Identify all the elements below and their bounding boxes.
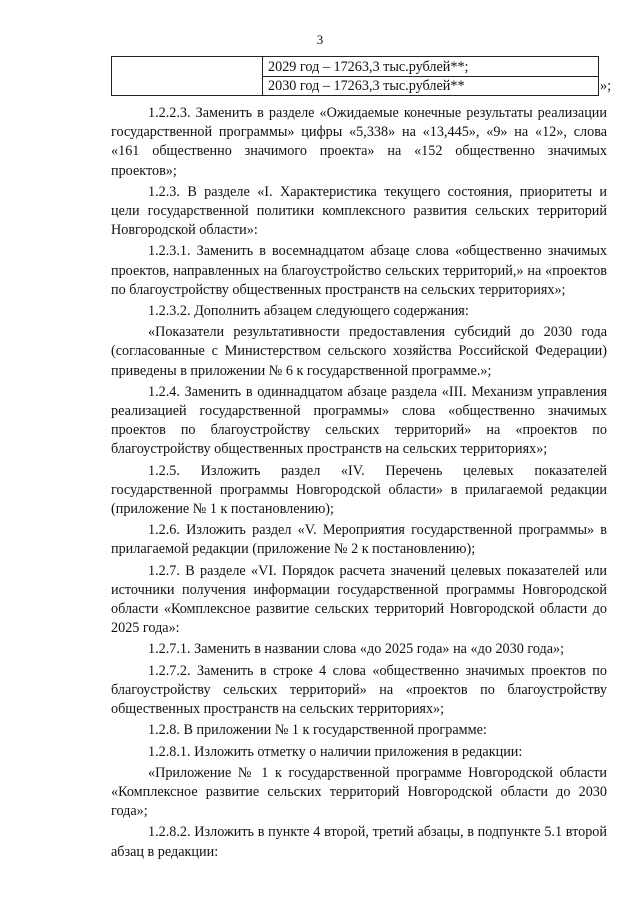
table-closing-quote: »; <box>600 78 612 94</box>
paragraph-1-2-6: 1.2.6. Изложить раздел «V. Мероприятия государственной программы» в прилагаемой редакции (приложение № 2 к постановлению); <box>111 522 607 558</box>
funding-table <box>111 56 599 96</box>
paragraph-1-2-8-2: 1.2.8.2. Изложить в пункте 4 второй, третий абзацы, в подпункте 5.1 второй абзац в редакции: <box>111 824 607 860</box>
paragraph-1-2-7: 1.2.7. В разделе «VI. Порядок расчета значений целевых показателей или источники получения информации государственной программы Новгородской области «Комплексное развитие сельских территорий Новгородской области до 2025 года»: <box>111 562 607 637</box>
paragraph-quote-appendix: «Приложение № 1 к государственной программе Новгородской области «Комплексное развитие сельских территорий Новгородской области до 2030 года»; <box>111 764 607 820</box>
table-cell-2030: 2030 год – 17263,3 тыс.рублей** <box>268 78 465 94</box>
paragraph-1-2-3-2: 1.2.3.2. Дополнить абзацем следующего содержания: <box>148 303 469 320</box>
paragraph-1-2-3: 1.2.3. В разделе «I. Характеристика текущего состояния, приоритеты и цели государственной политики комплексного развития сельских территорий Новгородской области»: <box>111 183 607 239</box>
paragraph-1-2-7-2: 1.2.7.2. Заменить в строке 4 слова «общественно значимых проектов по благоустройству сельских территорий» на «проектов по благоустройству общественных пространств на сельских территориях»; <box>111 662 607 718</box>
paragraph-1-2-5: 1.2.5. Изложить раздел «IV. Перечень целевых показателей государственной программы Новгородской области» в прилагаемой редакции (приложение № 1 к постановлению); <box>111 462 607 518</box>
paragraph-1-2-4: 1.2.4. Заменить в одиннадцатом абзаце раздела «III. Механизм управления реализацией государственной программы» слова «общественно значимых проектов по благоустройству сельских территорий» на «проектов по благоустройству общественных пространств на сельских территориях»; <box>111 383 607 458</box>
paragraph-1-2-7-1: 1.2.7.1. Заменить в названии слова «до 2025 года» на «до 2030 года»; <box>148 641 565 658</box>
table-cell-2029: 2029 год – 17263,3 тыс.рублей**; <box>268 59 469 75</box>
document-body <box>111 104 607 864</box>
paragraph-1-2-3-1: 1.2.3.1. Заменить в восемнадцатом абзаце слова «общественно значимых проектов, направленных на благоустройство сельских территорий,» на «проектов по благоустройству общественных пространств на сельских территориях»; <box>111 243 607 298</box>
paragraph-1-2-2-3: 1.2.2.3. Заменить в разделе «Ожидаемые конечные результаты реализации государственной программы» цифры «5,338» на «13,445», «9» на «12», слова «161 общественно значимого проекта» на «152 общественно значимых проектов»; <box>111 105 607 179</box>
paragraph-quote-indicators: «Показатели результативности предоставления субсидий до 2030 года (согласованные с Министерством сельского хозяйства Российской Федерации) приведены в приложении № 6 к государственной программе.»; <box>111 324 607 379</box>
paragraph-1-2-8-1: 1.2.8.1. Изложить отметку о наличии приложения в редакции: <box>148 743 523 760</box>
paragraph-1-2-8: 1.2.8. В приложении № 1 к государственной программе: <box>148 722 487 739</box>
page-number: 3 <box>316 32 324 47</box>
